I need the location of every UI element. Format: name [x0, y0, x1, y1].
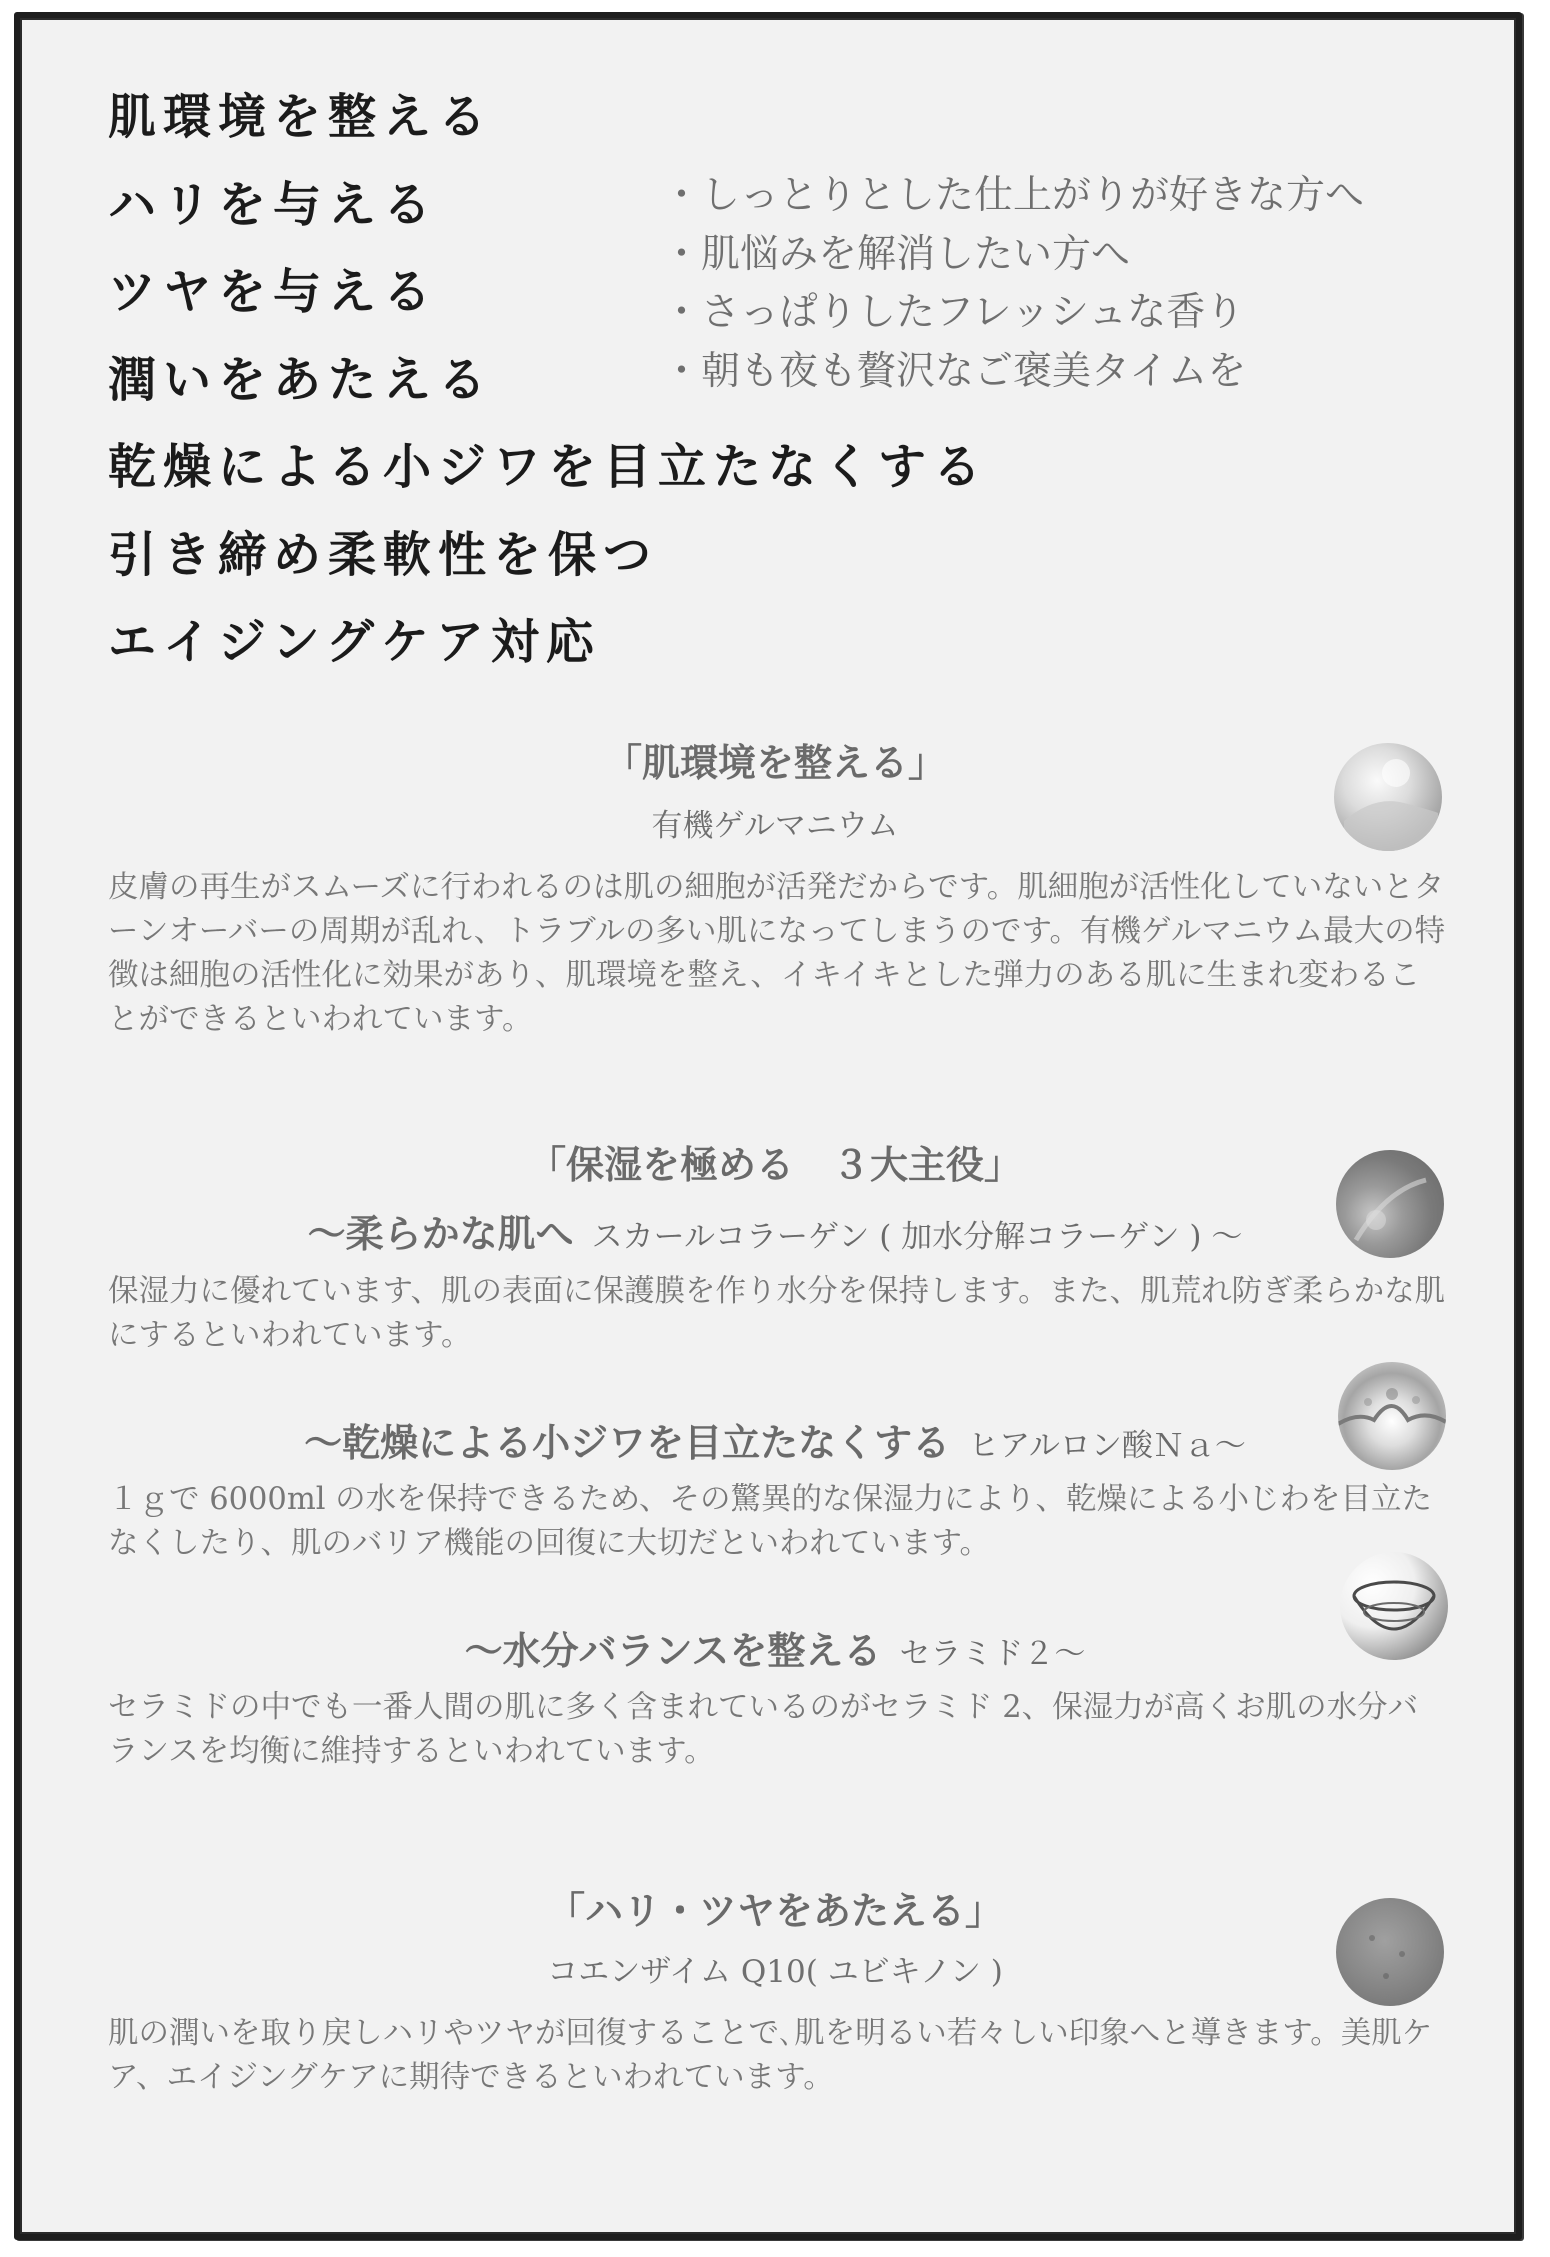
glass-bowl-photo-icon [1340, 1552, 1448, 1660]
benefit-claim: エイジングケア対応 [108, 614, 601, 670]
ingredient-coq10: コエンザイム Q10( ユビキノン ) [547, 1954, 1003, 1990]
subsection-hyaluronic-heading [0, 1412, 1550, 1467]
benefit-claim: ツヤを与える [108, 264, 439, 320]
benefit-claim: 潤いをあたえる [108, 351, 494, 408]
subsection-heading: 〜乾燥による小ジワを目立たなくする [304, 1420, 951, 1465]
coenzyme-powder-photo-icon [1336, 1898, 1444, 2006]
ceramide-body: セラミドの中でも一番人間の肌に多く含まれているのがセラミド 2、保湿力が高くお肌の水分バランスを均衡に維持するといわれています。 [108, 1690, 1419, 1769]
ingredient-collagen: スカールコラーゲン ( 加水分解コラーゲン ) 〜 [591, 1219, 1243, 1255]
ingredient-hyaluronic: ヒアルロン酸Ｎａ〜 [968, 1428, 1246, 1464]
section-title-firmness: 「ハリ・ツヤをあたえる」 [546, 1888, 1003, 1933]
subsection-ceramide-heading [0, 1620, 1550, 1675]
section-title-skin-environment: 「肌環境を整える」 [603, 740, 946, 785]
subsection-heading: 〜水分バランスを整える [464, 1628, 882, 1673]
ingredient-germanium: 有機ゲルマニウム [651, 808, 899, 844]
hyaluronic-body: １ｇで 6000ml の水を保持できるため、その驚異的な保湿力により、乾燥による小じわを目立たなくしたり、肌のバリア機能の回復に大切だといわれています。 [108, 1482, 1432, 1561]
recommended-for-item: ・しっとりとした仕上がりが好きな方へ [662, 173, 1365, 218]
ingredient-ceramide: セラミド２〜 [899, 1636, 1086, 1672]
collagen-photo-icon [1336, 1150, 1444, 1258]
recommended-for-list [662, 167, 1364, 401]
section-title-moisture: 「保湿を極める ３大主役」 [527, 1142, 1022, 1187]
benefit-claim: ハリを与える [108, 176, 439, 233]
section1-body: 皮膚の再生がスムーズに行われるのは肌の細胞が活発だからです。肌細胞が活性化していないとターンオーバーの周期が乱れ、トラブルの多い肌になってしまうのです。有機ゲルマニウム最大の特徴は細胞の活性化に効果があり、肌環境を整え、イキイキとした弾力のある肌に生まれ変わることができるといわれています。 [108, 870, 1446, 1037]
subsection-collagen-heading [0, 1203, 1550, 1258]
benefit-claim: 肌環境を整える [108, 89, 494, 145]
collagen-body: 保湿力に優れています、肌の表面に保護膜を作り水分を保持します。また、肌荒れ防ぎ柔らかな肌にするといわれています。 [108, 1274, 1446, 1353]
benefit-claim: 乾燥による小ジワを目立たなくする [108, 439, 989, 495]
recommended-for-item: ・朝も夜も贅沢なご褒美タイムを [662, 348, 1247, 394]
subsection-heading: 〜柔らかな肌へ [307, 1211, 574, 1256]
water-splash-photo-icon [1338, 1362, 1446, 1470]
powder-photo-icon [1334, 743, 1442, 851]
recommended-for-item: ・さっぱりしたフレッシュな香り [662, 290, 1245, 335]
recommended-for-item: ・肌悩みを解消したい方へ [662, 231, 1131, 277]
benefit-claim: 引き締め柔軟性を保つ [108, 526, 659, 583]
coq10-body: 肌の潤いを取り戻しハリやツヤが回復することで､肌を明るい若々しい印象へと導きます。美肌ケア、エイジングケアに期待できるといわれています。 [108, 2016, 1433, 2095]
